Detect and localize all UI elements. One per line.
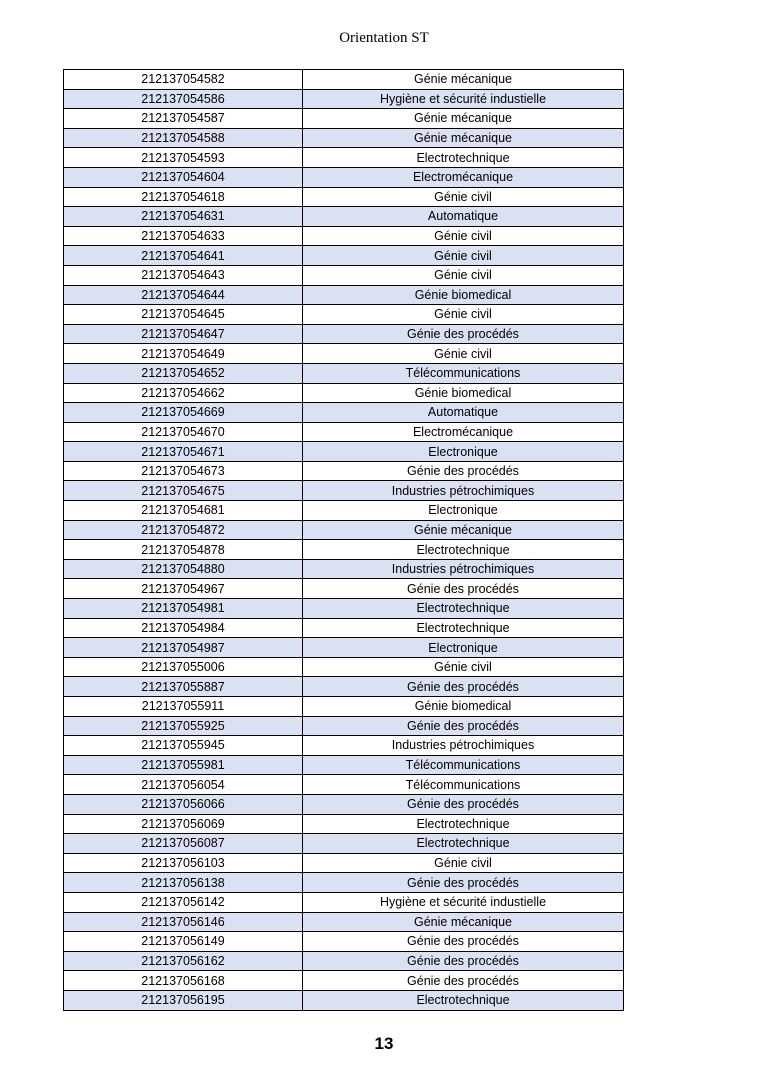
specialty-cell: Electromécanique <box>303 167 624 187</box>
page-title: Orientation ST <box>339 30 429 46</box>
specialty-cell: Industries pétrochimiques <box>303 481 624 501</box>
specialty-cell: Génie civil <box>303 187 624 207</box>
specialty-cell: Génie biomedical <box>303 383 624 403</box>
table-row <box>64 657 624 677</box>
table-row <box>64 540 624 560</box>
specialty-cell: Télécommunications <box>303 775 624 795</box>
table-row <box>64 677 624 697</box>
student-id-cell: 212137054681 <box>64 501 303 521</box>
specialty-cell: Génie des procédés <box>303 794 624 814</box>
table-row <box>64 442 624 462</box>
student-id-cell: 212137054618 <box>64 187 303 207</box>
student-id-cell: 212137054981 <box>64 599 303 619</box>
specialty-cell: Télécommunications <box>303 755 624 775</box>
student-id-cell: 212137056103 <box>64 853 303 873</box>
table-row <box>64 912 624 932</box>
table-row <box>64 128 624 148</box>
specialty-cell: Electronique <box>303 638 624 658</box>
specialty-cell: Electrotechnique <box>303 540 624 560</box>
student-id-cell: 212137056069 <box>64 814 303 834</box>
specialty-cell: Génie civil <box>303 853 624 873</box>
table-row <box>64 226 624 246</box>
table-row <box>64 873 624 893</box>
table-row <box>64 599 624 619</box>
table-row <box>64 775 624 795</box>
student-id-cell: 212137054645 <box>64 305 303 325</box>
table-row <box>64 951 624 971</box>
table-row <box>64 305 624 325</box>
student-id-cell: 212137056168 <box>64 971 303 991</box>
student-id-cell: 212137056087 <box>64 834 303 854</box>
student-id-cell: 212137054587 <box>64 109 303 129</box>
student-id-cell: 212137054633 <box>64 226 303 246</box>
specialty-cell: Génie des procédés <box>303 951 624 971</box>
specialty-cell: Génie des procédés <box>303 873 624 893</box>
student-id-cell: 212137054641 <box>64 246 303 266</box>
orientation-table <box>63 69 624 1011</box>
table-row <box>64 148 624 168</box>
specialty-cell: Electronique <box>303 442 624 462</box>
specialty-cell: Génie des procédés <box>303 461 624 481</box>
student-id-cell: 212137054644 <box>64 285 303 305</box>
table-row <box>64 207 624 227</box>
specialty-cell: Génie des procédés <box>303 324 624 344</box>
table-row <box>64 736 624 756</box>
student-id-cell: 212137055945 <box>64 736 303 756</box>
student-id-cell: 212137056138 <box>64 873 303 893</box>
table-row <box>64 167 624 187</box>
table-row <box>64 461 624 481</box>
page-number: 13 <box>374 1034 394 1053</box>
student-id-cell: 212137056162 <box>64 951 303 971</box>
student-id-cell: 212137054984 <box>64 618 303 638</box>
orientation-table-container <box>63 69 623 1011</box>
student-id-cell: 212137054652 <box>64 363 303 383</box>
student-id-cell: 212137054662 <box>64 383 303 403</box>
student-id-cell: 212137056142 <box>64 892 303 912</box>
specialty-cell: Génie civil <box>303 246 624 266</box>
student-id-cell: 212137054647 <box>64 324 303 344</box>
specialty-cell: Automatique <box>303 207 624 227</box>
student-id-cell: 212137054675 <box>64 481 303 501</box>
student-id-cell: 212137054604 <box>64 167 303 187</box>
table-row <box>64 814 624 834</box>
student-id-cell: 212137056054 <box>64 775 303 795</box>
table-row <box>64 971 624 991</box>
specialty-cell: Génie des procédés <box>303 677 624 697</box>
table-row <box>64 344 624 364</box>
specialty-cell: Génie des procédés <box>303 716 624 736</box>
specialty-cell: Electrotechnique <box>303 814 624 834</box>
specialty-cell: Génie biomedical <box>303 697 624 717</box>
student-id-cell: 212137054631 <box>64 207 303 227</box>
student-id-cell: 212137056066 <box>64 794 303 814</box>
specialty-cell: Génie mécanique <box>303 128 624 148</box>
specialty-cell: Industries pétrochimiques <box>303 559 624 579</box>
student-id-cell: 212137054880 <box>64 559 303 579</box>
table-row <box>64 697 624 717</box>
specialty-cell: Génie civil <box>303 344 624 364</box>
table-row <box>64 853 624 873</box>
table-row <box>64 187 624 207</box>
student-id-cell: 212137054593 <box>64 148 303 168</box>
specialty-cell: Electrotechnique <box>303 618 624 638</box>
table-row <box>64 579 624 599</box>
student-id-cell: 212137056149 <box>64 932 303 952</box>
table-row <box>64 324 624 344</box>
student-id-cell: 212137054671 <box>64 442 303 462</box>
specialty-cell: Génie des procédés <box>303 932 624 952</box>
student-id-cell: 212137054582 <box>64 70 303 90</box>
student-id-cell: 212137056195 <box>64 990 303 1010</box>
specialty-cell: Génie civil <box>303 305 624 325</box>
student-id-cell: 212137055981 <box>64 755 303 775</box>
table-row <box>64 403 624 423</box>
specialty-cell: Hygiène et sécurité industielle <box>303 89 624 109</box>
table-row <box>64 638 624 658</box>
table-row <box>64 834 624 854</box>
student-id-cell: 212137054670 <box>64 422 303 442</box>
table-row <box>64 383 624 403</box>
table-row <box>64 481 624 501</box>
student-id-cell: 212137054673 <box>64 461 303 481</box>
student-id-cell: 212137054987 <box>64 638 303 658</box>
specialty-cell: Electrotechnique <box>303 834 624 854</box>
specialty-cell: Télécommunications <box>303 363 624 383</box>
specialty-cell: Génie civil <box>303 657 624 677</box>
table-row <box>64 892 624 912</box>
table-row <box>64 109 624 129</box>
specialty-cell: Génie biomedical <box>303 285 624 305</box>
table-row <box>64 716 624 736</box>
table-row <box>64 363 624 383</box>
student-id-cell: 212137054649 <box>64 344 303 364</box>
student-id-cell: 212137054872 <box>64 520 303 540</box>
table-row <box>64 520 624 540</box>
specialty-cell: Industries pétrochimiques <box>303 736 624 756</box>
specialty-cell: Automatique <box>303 403 624 423</box>
specialty-cell: Hygiène et sécurité industielle <box>303 892 624 912</box>
table-row <box>64 70 624 90</box>
table-row <box>64 618 624 638</box>
orientation-table-body <box>64 70 624 1011</box>
specialty-cell: Electromécanique <box>303 422 624 442</box>
student-id-cell: 212137055887 <box>64 677 303 697</box>
table-row <box>64 246 624 266</box>
table-row <box>64 794 624 814</box>
specialty-cell: Génie mécanique <box>303 912 624 932</box>
specialty-cell: Génie mécanique <box>303 70 624 90</box>
student-id-cell: 212137056146 <box>64 912 303 932</box>
specialty-cell: Electrotechnique <box>303 148 624 168</box>
student-id-cell: 212137055911 <box>64 697 303 717</box>
specialty-cell: Electronique <box>303 501 624 521</box>
student-id-cell: 212137054878 <box>64 540 303 560</box>
table-row <box>64 990 624 1010</box>
student-id-cell: 212137054967 <box>64 579 303 599</box>
table-row <box>64 559 624 579</box>
student-id-cell: 212137054643 <box>64 265 303 285</box>
specialty-cell: Electrotechnique <box>303 990 624 1010</box>
specialty-cell: Génie mécanique <box>303 109 624 129</box>
table-row <box>64 89 624 109</box>
specialty-cell: Génie des procédés <box>303 971 624 991</box>
table-row <box>64 285 624 305</box>
table-row <box>64 501 624 521</box>
specialty-cell: Génie mécanique <box>303 520 624 540</box>
student-id-cell: 212137054586 <box>64 89 303 109</box>
table-row <box>64 755 624 775</box>
student-id-cell: 212137055925 <box>64 716 303 736</box>
specialty-cell: Génie des procédés <box>303 579 624 599</box>
student-id-cell: 212137054588 <box>64 128 303 148</box>
student-id-cell: 212137054669 <box>64 403 303 423</box>
student-id-cell: 212137055006 <box>64 657 303 677</box>
specialty-cell: Génie civil <box>303 226 624 246</box>
table-row <box>64 932 624 952</box>
table-row <box>64 422 624 442</box>
specialty-cell: Electrotechnique <box>303 599 624 619</box>
specialty-cell: Génie civil <box>303 265 624 285</box>
table-row <box>64 265 624 285</box>
